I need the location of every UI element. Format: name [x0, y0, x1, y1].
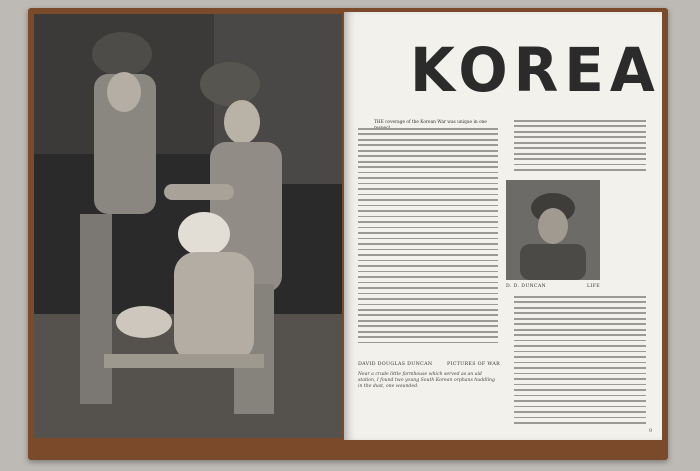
text-column-left [358, 128, 498, 347]
page-number: 9 [648, 428, 652, 434]
war-photograph [34, 14, 342, 438]
portrait-image [506, 180, 600, 280]
article-title: KOREA [410, 34, 661, 106]
body-text-lines [514, 296, 646, 424]
photo-credit-source: PICTURES OF WAR [446, 362, 500, 367]
portrait-caption-name: D. D. DUNCAN [506, 284, 547, 289]
text-column-right-top [514, 120, 646, 175]
body-text-lines [514, 120, 646, 171]
text-column-right-bottom [514, 296, 646, 428]
body-text-lines [358, 128, 498, 343]
photo-caption: Near a crude little farmhouse which served as an aid station, I found two young South Korean orphans huddling in the dust, one wounded. [358, 372, 495, 389]
portrait-caption-credit: LIFE [586, 284, 600, 289]
photo-credit [358, 362, 500, 367]
portrait-photo [506, 180, 600, 280]
lead-sentence: THE coverage of the Korean War was unique in one [374, 120, 487, 125]
portrait-caption [506, 284, 600, 289]
right-page [344, 12, 662, 440]
photo-credit-name: DAVID DOUGLAS DUNCAN [358, 362, 433, 367]
left-page-photo [34, 14, 342, 438]
